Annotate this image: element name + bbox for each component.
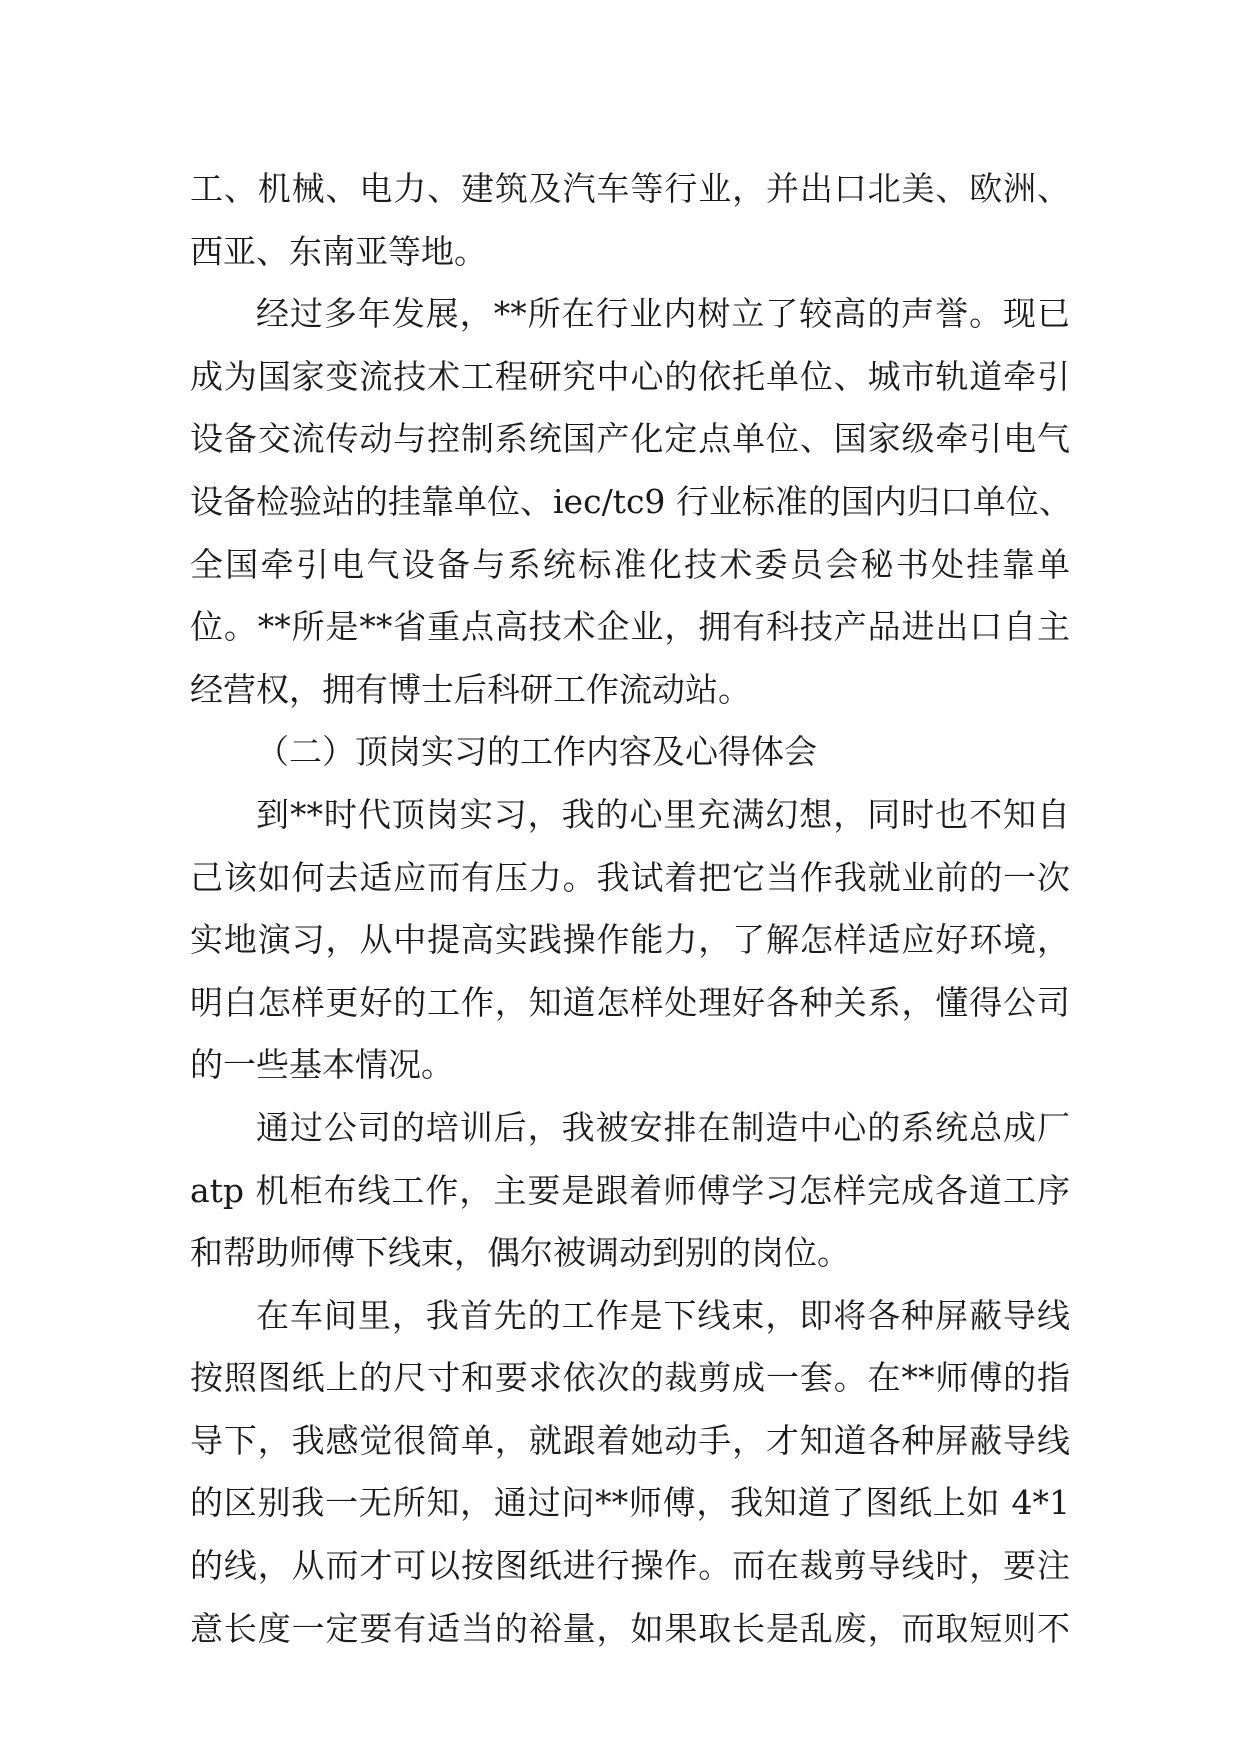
text-line: 工、机械、电力、建筑及汽车等行业，并出口北美、欧洲、 — [190, 169, 1070, 208]
text-line: atp 机柜布线工作，主要是跟着师傅学习怎样完成各道工序 — [190, 1170, 1070, 1210]
text-line: 到**时代顶岗实习，我的心里充满幻想，同时也不知自 — [256, 794, 1070, 834]
text-line: 按照图纸上的尺寸和要求依次的裁剪成一套。在**师傅的指 — [190, 1358, 1070, 1398]
text-line: 通过公司的培训后，我被安排在制造中心的系统总成厂 — [256, 1107, 1070, 1147]
text-line: 西亚、东南亚等地。 — [190, 231, 487, 271]
text-line: 成为国家变流技术工程研究中心的依托单位、城市轨道牵引 — [190, 356, 1070, 396]
text-line: 明白怎样更好的工作，知道怎样处理好各种关系，懂得公司 — [190, 982, 1070, 1022]
text-line: 设备交流传动与控制系统国产化定点单位、国家级牵引电气 — [190, 419, 1070, 459]
text-line: 位。**所是**省重点高技术企业，拥有科技产品进出口自主 — [190, 607, 1070, 647]
text-line: 的一些基本情况。 — [190, 1045, 454, 1085]
text-line: 经过多年发展，**所在行业内树立了较高的声誉。现已 — [256, 294, 1070, 334]
text-line: 己该如何去适应而有压力。我试着把它当作我就业前的一次 — [190, 857, 1070, 897]
text-line: 全国牵引电气设备与系统标准化技术委员会秘书处挂靠单 — [190, 544, 1070, 584]
document-body — [190, 158, 1070, 1660]
section-heading: （二）顶岗实习的工作内容及心得体会 — [256, 732, 817, 772]
text-line: 的线，从而才可以按图纸进行操作。而在裁剪导线时，要注 — [190, 1546, 1070, 1586]
text-line: 经营权，拥有博士后科研工作流动站。 — [190, 669, 751, 709]
text-line: 和帮助师傅下线束，偶尔被调动到别的岗位。 — [190, 1233, 850, 1273]
text-line: 在车间里，我首先的工作是下线束，即将各种屏蔽导线 — [256, 1295, 1070, 1335]
text-line: 的区别我一无所知，通过问**师傅，我知道了图纸上如 4*1 — [190, 1483, 1070, 1523]
text-line: 导下，我感觉很简单，就跟着她动手，才知道各种屏蔽导线 — [190, 1420, 1070, 1460]
text-line: 设备检验站的挂靠单位、iec/tc9 行业标准的国内归口单位、 — [190, 481, 1072, 521]
text-line: 实地演习，从中提高实践操作能力，了解怎样适应好环境， — [190, 920, 1070, 960]
text-line: 意长度一定要有适当的裕量，如果取长是乱废，而取短则不 — [190, 1608, 1070, 1648]
